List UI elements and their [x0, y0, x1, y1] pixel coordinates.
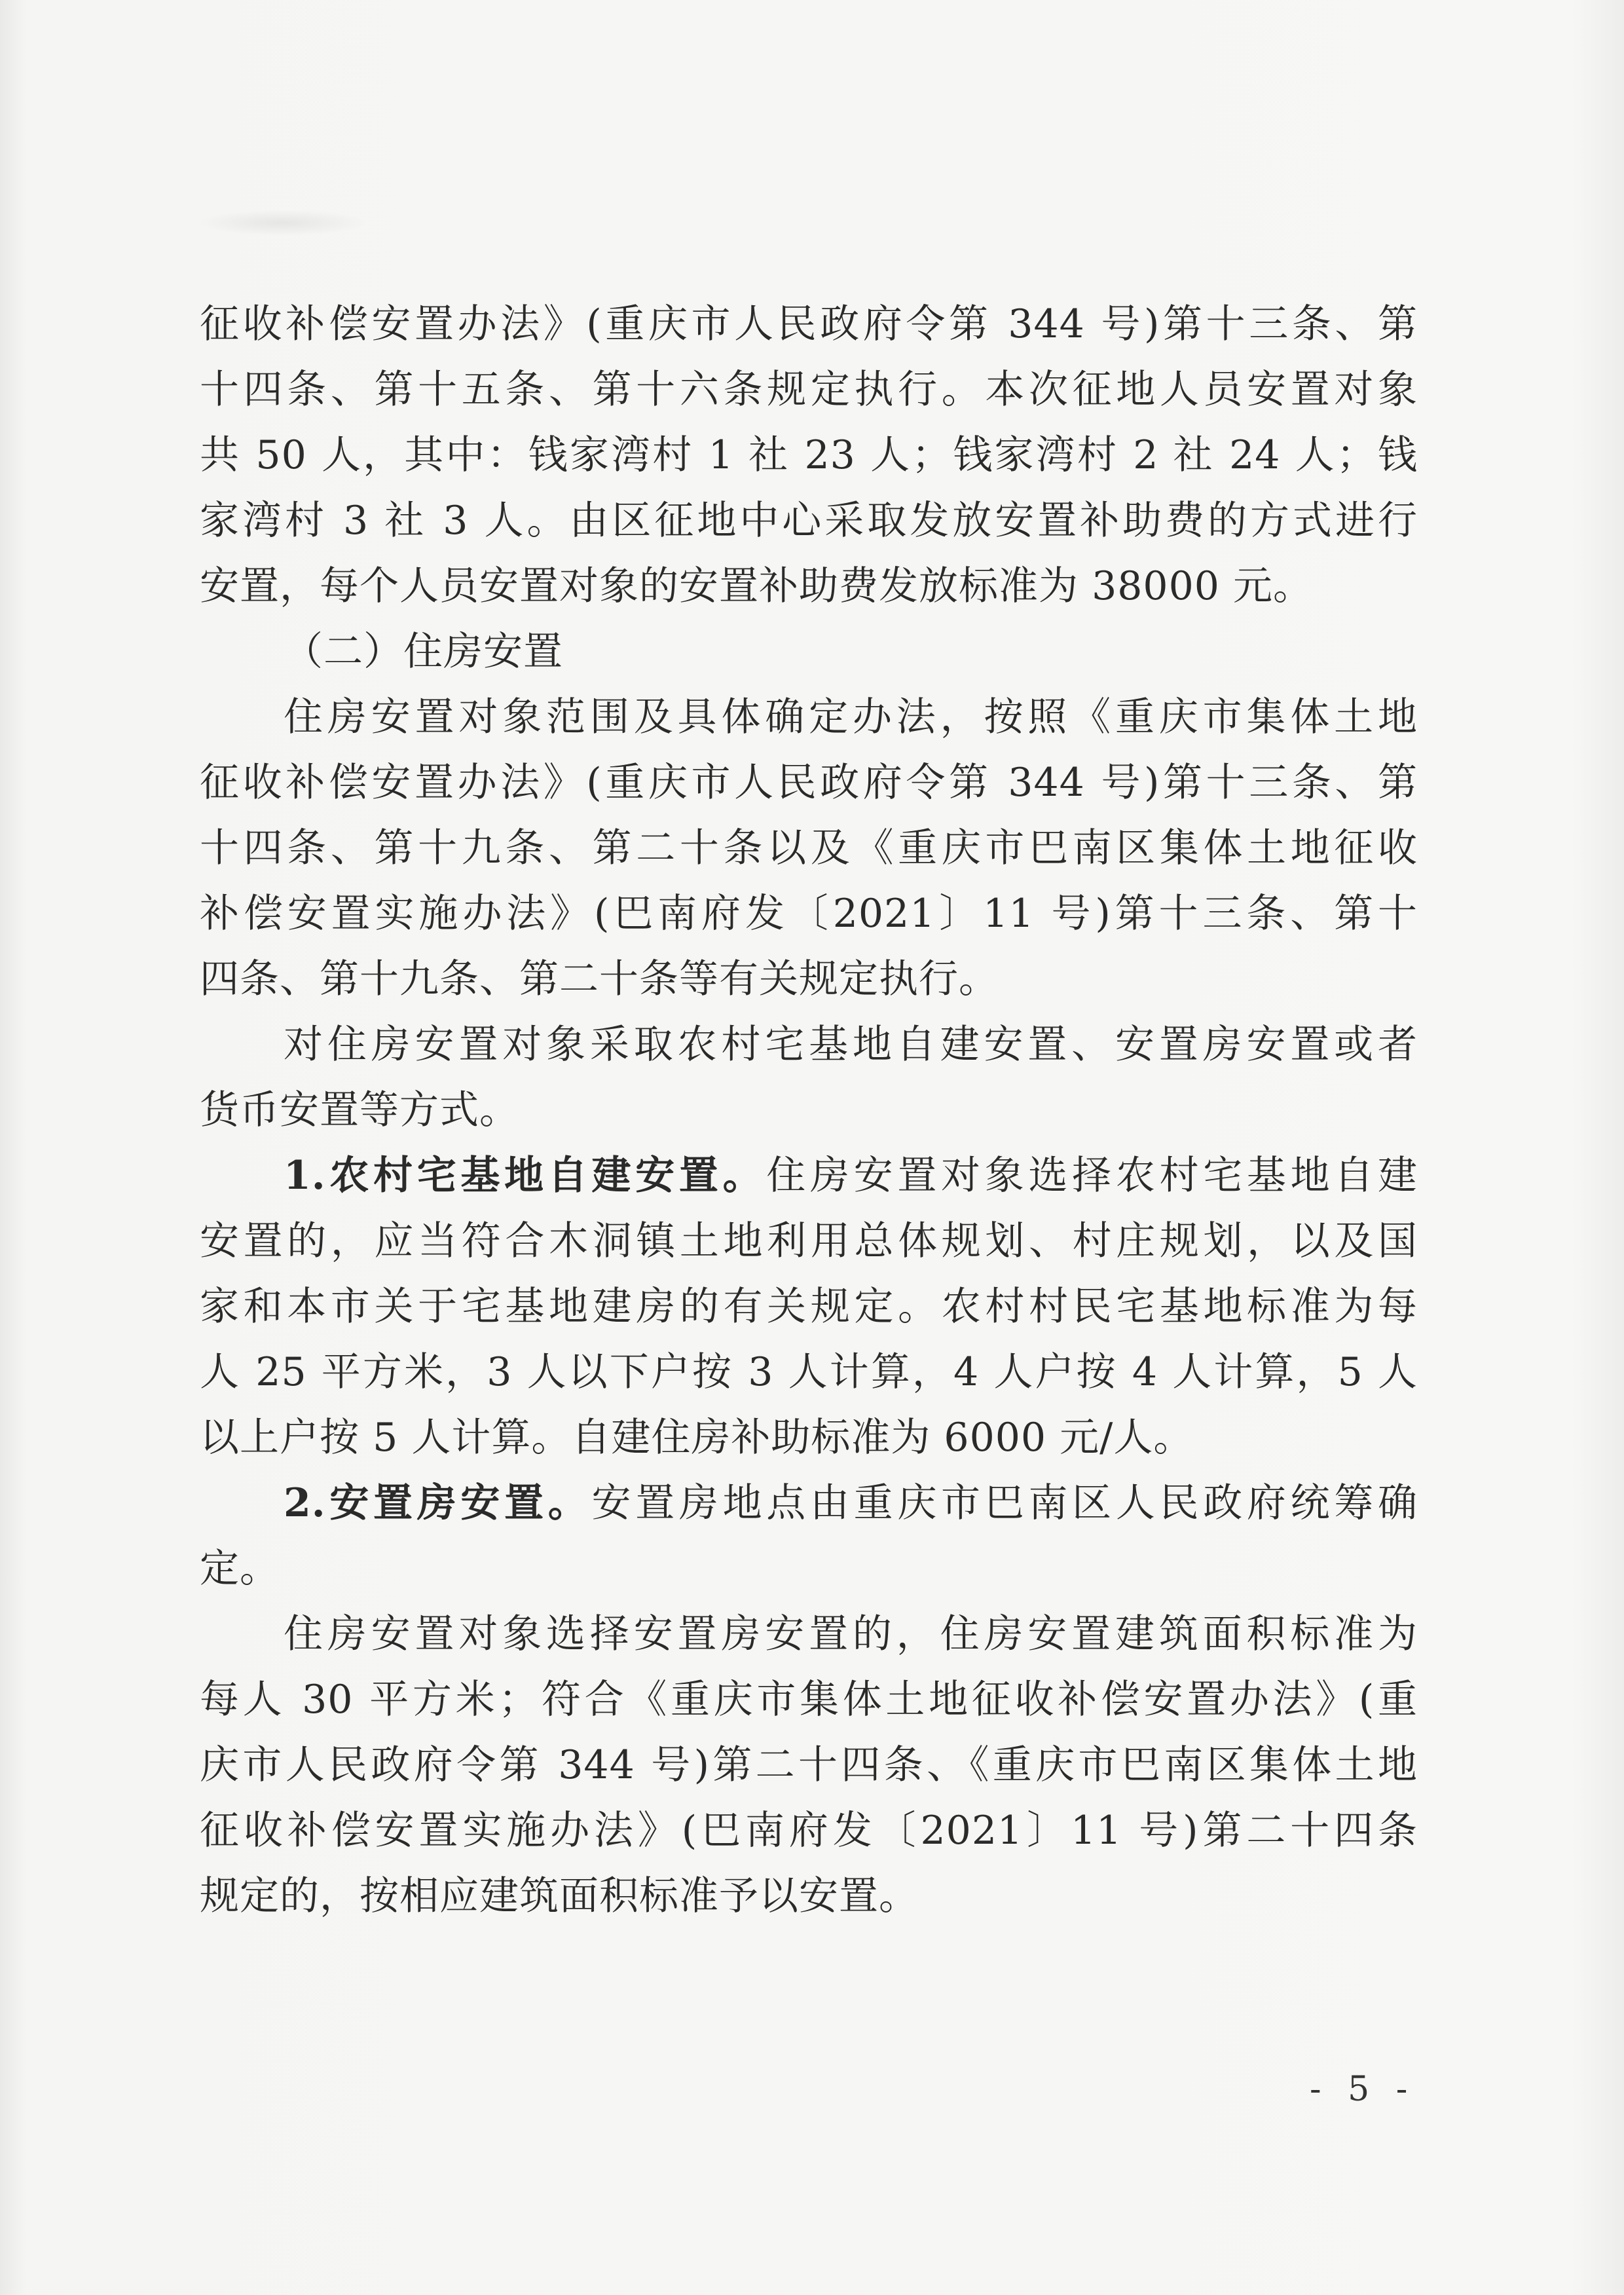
text-span: 安置房地点由重庆市巴南区人民政府统筹确 — [591, 1480, 1418, 1526]
text-line: 征收补偿安置办法》(重庆市人民政府令第 344 号)第十三条、第 — [200, 760, 1418, 806]
text-line: 住房安置对象选择安置房安置的，住房安置建筑面积标准为 — [284, 1611, 1418, 1657]
text-line: 征收补偿安置办法》(重庆市人民政府令第 344 号)第十三条、第 — [200, 301, 1418, 347]
text-line: 安置，每个人员安置对象的安置补助费发放标准为 38000 元。 — [200, 563, 1314, 609]
section-heading: （二）住房安置 — [284, 629, 563, 675]
text-line: 每人 30 平方米；符合《重庆市集体土地征收补偿安置办法》(重 — [200, 1677, 1418, 1723]
text-line: 定。 — [200, 1546, 280, 1592]
subheading-2: 2.安置房安置。 — [284, 1480, 592, 1526]
page-number: - 5 - — [1310, 2070, 1416, 2109]
text-line — [200, 1470, 1418, 1536]
text-line: 对住房安置对象采取农村宅基地自建安置、安置房安置或者 — [284, 1022, 1418, 1068]
text-line: 十四条、第十五条、第十六条规定执行。本次征地人员安置对象 — [200, 367, 1418, 413]
text-line: 家和本市关于宅基地建房的有关规定。农村村民宅基地标准为每 — [200, 1284, 1418, 1330]
text-line: 十四条、第十九条、第二十条以及《重庆市巴南区集体土地征收 — [200, 825, 1418, 871]
text-line: 四条、第十九条、第二十条等有关规定执行。 — [200, 956, 999, 1002]
text-line: 共 50 人，其中：钱家湾村 1 社 23 人；钱家湾村 2 社 24 人；钱 — [200, 432, 1418, 478]
text-line: 补偿安置实施办法》(巴南府发〔2021〕11 号)第十三条、第十 — [200, 891, 1418, 937]
text-line: 安置的，应当符合木洞镇土地利用总体规划、村庄规划，以及国 — [200, 1218, 1418, 1264]
text-line: 家湾村 3 社 3 人。由区征地中心采取发放安置补助费的方式进行 — [200, 498, 1418, 544]
text-line: 征收补偿安置实施办法》(巴南府发〔2021〕11 号)第二十四条 — [200, 1808, 1418, 1854]
text-line: 住房安置对象范围及具体确定办法，按照《重庆市集体土地 — [284, 694, 1418, 740]
scan-smudge — [196, 210, 367, 236]
text-line: 以上户按 5 人计算。自建住房补助标准为 6000 元/人。 — [200, 1415, 1194, 1461]
subheading-1: 1.农村宅基地自建安置。 — [284, 1153, 767, 1199]
text-line: 庆市人民政府令第 344 号)第二十四条、《重庆市巴南区集体土地 — [200, 1742, 1418, 1788]
text-line: 规定的，按相应建筑面积标准予以安置。 — [200, 1873, 919, 1919]
text-line: 人 25 平方米，3 人以下户按 3 人计算，4 人户按 4 人计算，5 人 — [200, 1349, 1418, 1395]
text-span: 住房安置对象选择农村宅基地自建 — [766, 1153, 1418, 1199]
text-line — [200, 1143, 1418, 1208]
text-line: 货币安置等方式。 — [200, 1087, 519, 1133]
body-text — [200, 291, 1418, 1929]
